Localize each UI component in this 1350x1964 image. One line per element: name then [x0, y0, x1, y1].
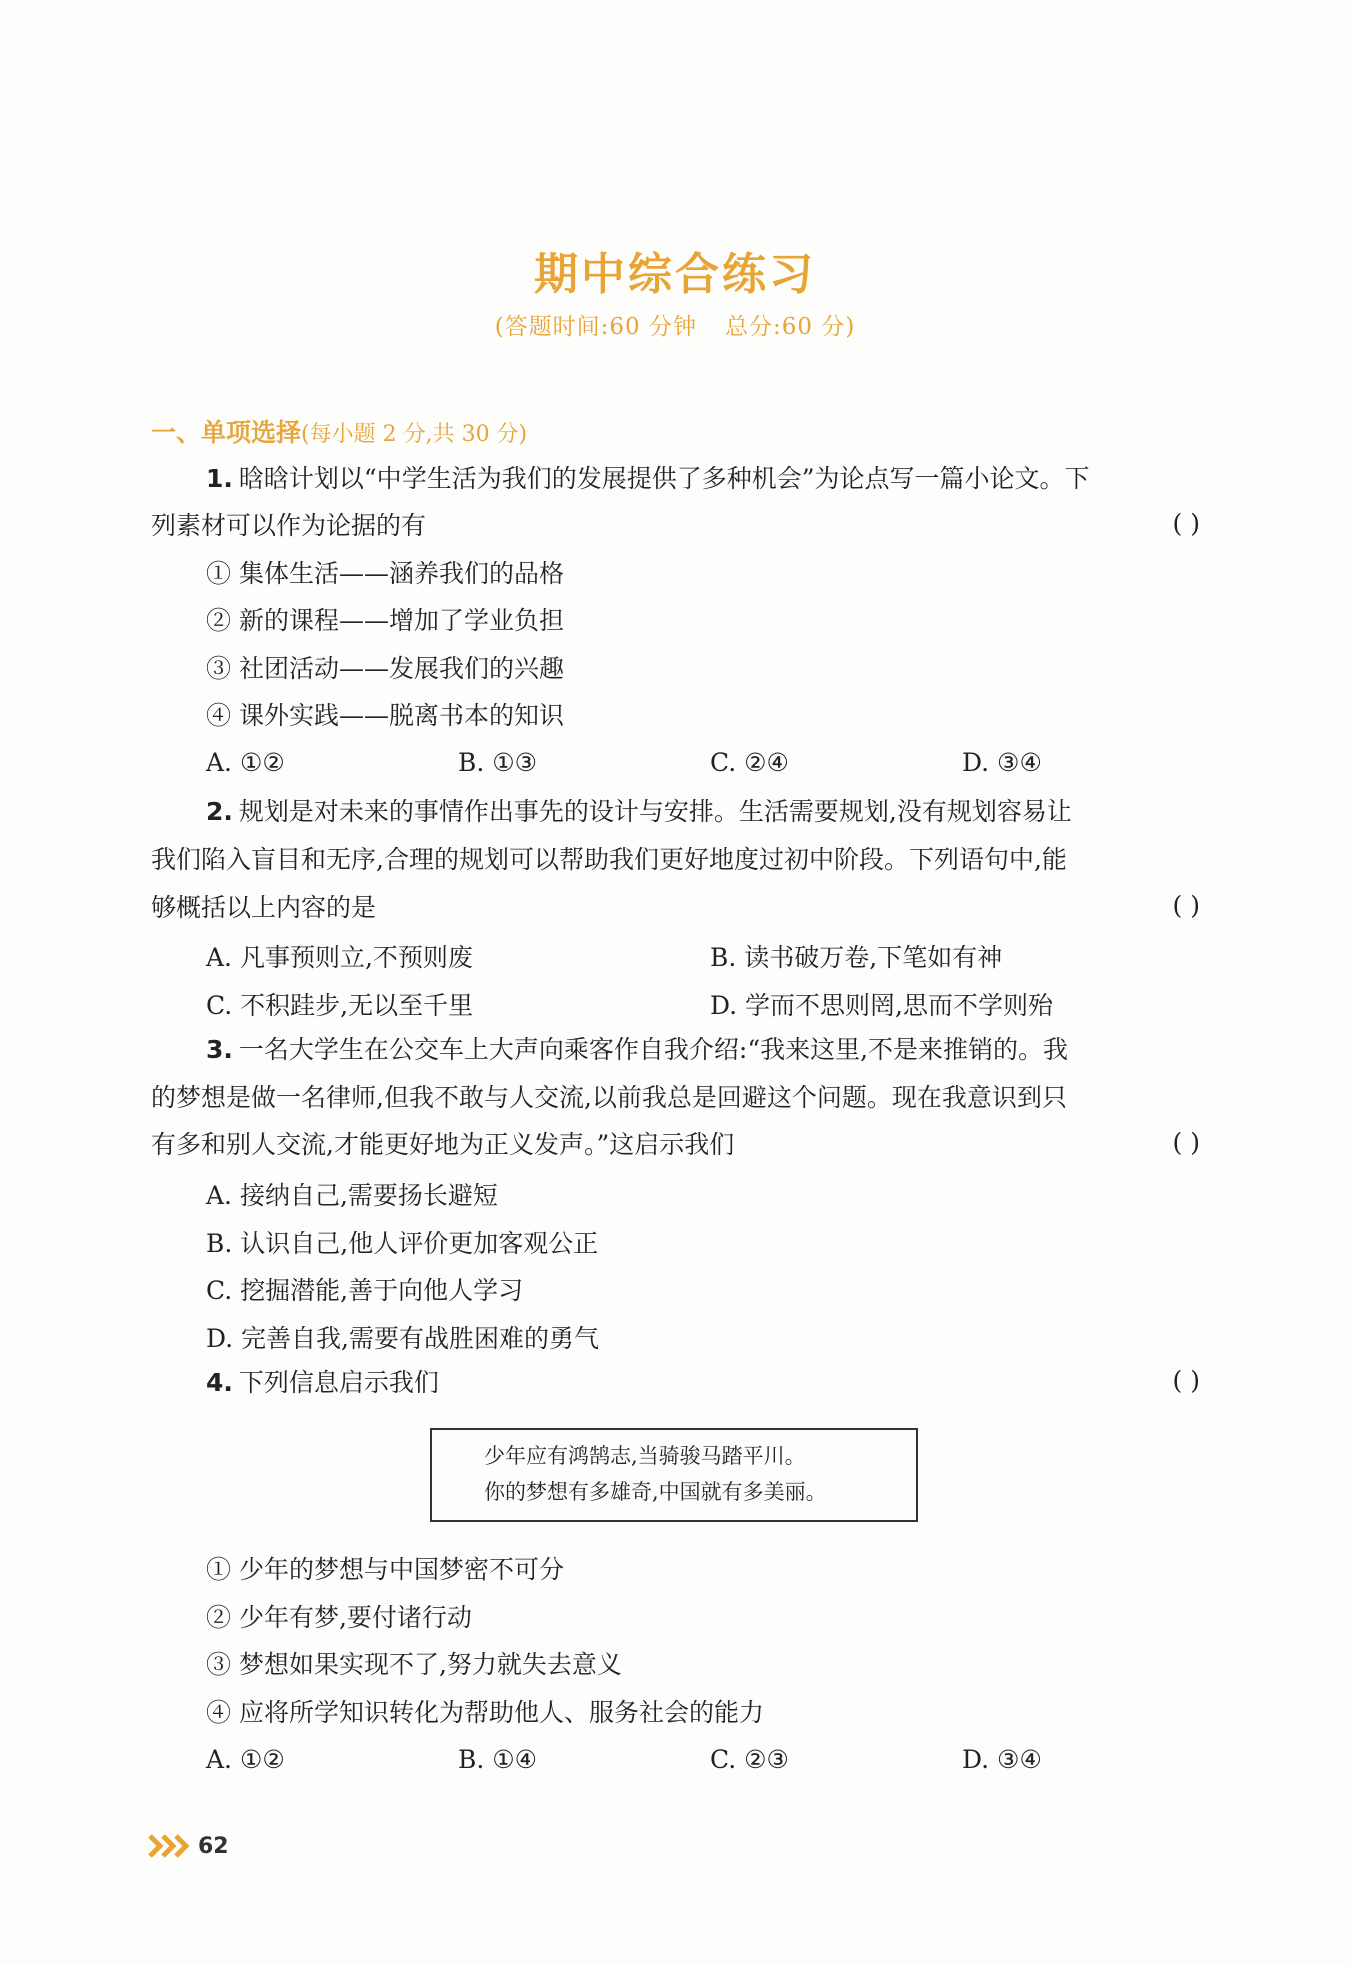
- question-number: 4.: [206, 1368, 233, 1397]
- page-footer: [148, 1832, 229, 1864]
- option-a[interactable]: A. ①②: [206, 1745, 285, 1774]
- question-3-line-3: 有多和别人交流,才能更好地为正义发声。”这启示我们: [151, 1130, 735, 1159]
- statement-item: ④ 课外实践——脱离书本的知识: [206, 701, 564, 730]
- statement-item: ① 少年的梦想与中国梦密不可分: [206, 1555, 564, 1584]
- chevron-right-icon: [148, 1832, 192, 1860]
- question-4-line-1: [151, 1366, 1201, 1400]
- option-b[interactable]: B. ①③: [458, 748, 538, 777]
- option-c[interactable]: C. ②④: [710, 748, 789, 777]
- option-c[interactable]: C. 挖掘潜能,善于向他人学习: [206, 1276, 524, 1305]
- answer-bracket[interactable]: ( ): [1172, 891, 1200, 920]
- statement-item: ④ 应将所学知识转化为帮助他人、服务社会的能力: [206, 1698, 764, 1727]
- option-a[interactable]: A. 接纳自己,需要扬长避短: [206, 1181, 498, 1210]
- page-number: 62: [198, 1834, 229, 1859]
- quote-box: [430, 1428, 918, 1522]
- time-note: (答题时间:60 分钟: [494, 314, 697, 340]
- score-note: 总分:60 分): [725, 314, 856, 340]
- section-note: (每小题 2 分,共 30 分): [301, 422, 528, 447]
- option-b[interactable]: B. 读书破万卷,下笔如有神: [710, 943, 1003, 972]
- statement-item: ① 集体生活——涵养我们的品格: [206, 559, 564, 588]
- question-number: 1.: [206, 464, 233, 493]
- option-d[interactable]: D. ③④: [962, 1745, 1042, 1774]
- question-text: 一名大学生在公交车上大声向乘客作自我介绍:“我来这里,不是来推销的。我: [238, 1035, 1069, 1064]
- question-text: 下列信息启示我们: [238, 1368, 439, 1397]
- statement-item: ② 新的课程——增加了学业负担: [206, 606, 564, 635]
- page-title: 期中综合练习: [534, 249, 816, 300]
- question-2-line-3: 够概括以上内容的是: [151, 893, 377, 922]
- answer-bracket[interactable]: ( ): [1172, 509, 1200, 538]
- answer-bracket[interactable]: ( ): [1172, 1128, 1200, 1157]
- option-a[interactable]: A. 凡事预则立,不预则废: [206, 943, 473, 972]
- option-c[interactable]: C. ②③: [710, 1745, 789, 1774]
- question-2-line-2: 我们陷入盲目和无序,合理的规划可以帮助我们更好地度过初中阶段。下列语句中,能: [151, 845, 1067, 874]
- question-text: 规划是对未来的事情作出事先的设计与安排。生活需要规划,没有规划容易让: [238, 797, 1072, 826]
- quote-line: 你的梦想有多雄奇,中国就有多美丽。: [484, 1480, 827, 1504]
- option-b[interactable]: B. 认识自己,他人评价更加客观公正: [206, 1229, 599, 1258]
- option-a[interactable]: A. ①②: [206, 748, 285, 777]
- option-d[interactable]: D. 学而不思则罔,思而不学则殆: [710, 991, 1053, 1020]
- option-c[interactable]: C. 不积跬步,无以至千里: [206, 991, 474, 1020]
- question-number: 2.: [206, 797, 233, 826]
- question-3-line-2: 的梦想是做一名律师,但我不敢与人交流,以前我总是回避这个问题。现在我意识到只: [151, 1083, 1067, 1112]
- statement-item: ③ 社团活动——发展我们的兴趣: [206, 654, 564, 683]
- answer-bracket[interactable]: ( ): [1172, 1366, 1200, 1395]
- question-number: 3.: [206, 1035, 233, 1064]
- option-d[interactable]: D. ③④: [962, 748, 1042, 777]
- exam-info: [0, 308, 1350, 341]
- question-text: 列素材可以作为论据的有: [151, 511, 427, 540]
- question-text: 晗晗计划以“中学生活为我们的发展提供了多种机会”为论点写一篇小论文。下: [238, 464, 1090, 493]
- option-d[interactable]: D. 完善自我,需要有战胜困难的勇气: [206, 1324, 599, 1353]
- question-2-line-1: [151, 795, 1201, 829]
- section-heading: [151, 416, 527, 452]
- question-3-line-1: [151, 1033, 1201, 1067]
- option-b[interactable]: B. ①④: [458, 1745, 538, 1774]
- statement-item: ③ 梦想如果实现不了,努力就失去意义: [206, 1650, 622, 1679]
- quote-line: 少年应有鸿鹄志,当骑骏马踏平川。: [484, 1444, 806, 1468]
- question-1-line-1: [151, 462, 1201, 496]
- statement-item: ② 少年有梦,要付诸行动: [206, 1603, 472, 1632]
- question-1-line-2: [151, 509, 1201, 543]
- section-title: 一、单项选择: [151, 418, 302, 447]
